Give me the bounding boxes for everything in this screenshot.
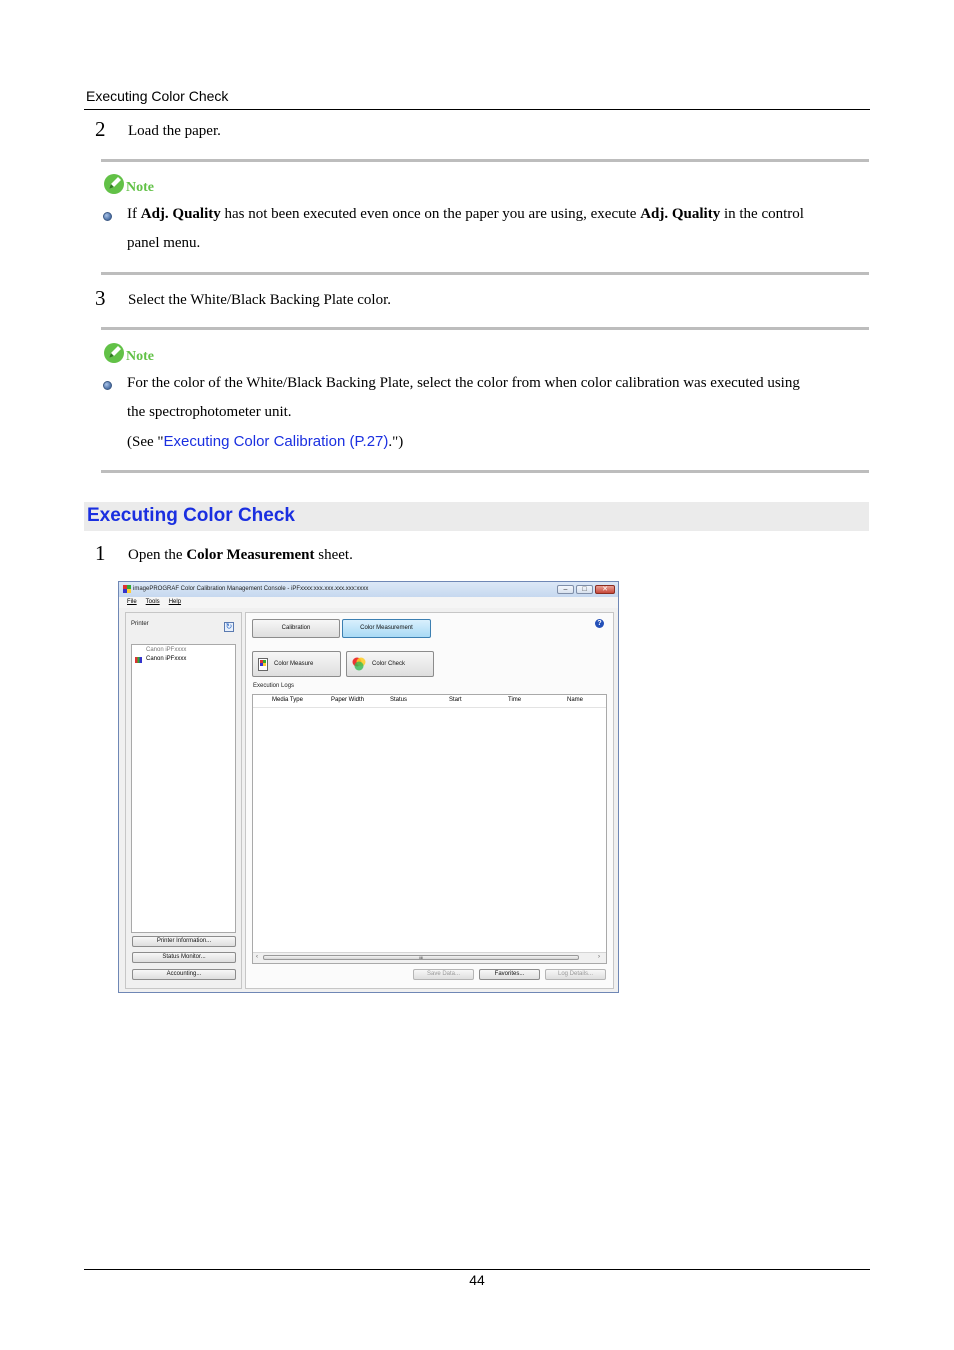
window-titlebar xyxy=(119,582,618,598)
note-1-bottom-rule xyxy=(101,272,869,275)
maximize-icon[interactable]: □ xyxy=(576,585,593,594)
note-2-top-rule xyxy=(101,327,869,330)
column-header[interactable]: Name xyxy=(567,697,584,703)
close-icon[interactable]: ✕ xyxy=(595,585,615,594)
printer-label: Printer xyxy=(131,621,149,627)
execution-logs-label: Execution Logs xyxy=(253,683,295,689)
tab-calibration[interactable]: Calibration xyxy=(252,619,340,638)
column-header[interactable]: Time xyxy=(508,697,522,703)
note-1-bullet-icon xyxy=(103,212,112,221)
refresh-icon[interactable]: ↻ xyxy=(225,622,233,631)
menu-file[interactable]: File xyxy=(127,599,137,605)
running-head: Executing Color Check xyxy=(86,88,229,104)
tab-color-measurement[interactable]: Color Measurement xyxy=(342,619,431,638)
measurement-pane xyxy=(245,612,614,989)
section-title: Executing Color Check xyxy=(87,505,295,526)
scroll-thumb[interactable]: III xyxy=(263,955,579,960)
printer-list[interactable] xyxy=(131,644,236,933)
execution-log-table[interactable] xyxy=(252,694,607,964)
measure-sheet-icon xyxy=(258,658,268,671)
header-rule xyxy=(84,109,870,110)
note-1-label: Note xyxy=(126,180,154,195)
printer-information-button[interactable]: Printer Information... xyxy=(132,936,236,947)
note-2-label: Note xyxy=(126,349,154,364)
step-1-text: Open the Color Measurement sheet. xyxy=(128,547,353,563)
header-divider xyxy=(253,707,606,708)
step-number-1: 1 xyxy=(95,541,106,565)
scroll-right-icon[interactable]: › xyxy=(598,954,600,960)
note-2-heading xyxy=(103,342,154,364)
column-header[interactable]: Paper Width xyxy=(331,697,365,703)
window-title: imagePROGRAF Color Calibration Management Console - iPFxxxx:xxx.xxx.xxx.xxx:xxxx xyxy=(133,586,369,592)
horizontal-scrollbar[interactable] xyxy=(253,952,606,963)
app-icon xyxy=(123,585,131,593)
column-header[interactable]: Start xyxy=(449,697,462,703)
menu-tools[interactable]: Tools xyxy=(145,599,160,605)
menu-help[interactable]: Help xyxy=(168,599,182,605)
step-number-3: 3 xyxy=(95,286,106,310)
printer-pane xyxy=(125,612,242,989)
color-wheel-icon xyxy=(352,657,366,671)
color-check-button[interactable]: Color Check xyxy=(346,651,434,677)
minimize-icon[interactable]: – xyxy=(557,585,574,594)
console-window-screenshot xyxy=(118,581,619,993)
color-measure-button[interactable]: Color Measure xyxy=(252,651,341,677)
status-monitor-button[interactable]: Status Monitor... xyxy=(132,952,236,963)
column-header[interactable]: Media Type xyxy=(272,697,303,703)
menubar xyxy=(119,597,618,608)
pencil-note-icon xyxy=(103,342,126,364)
note-1-heading xyxy=(103,173,154,195)
save-data-button[interactable]: Save Data... xyxy=(413,969,474,980)
note-2-bottom-rule xyxy=(101,470,869,473)
step-3-text: Select the White/Black Backing Plate color. xyxy=(128,292,391,308)
help-icon[interactable]: ? xyxy=(595,619,604,628)
accounting-button[interactable]: Accounting... xyxy=(132,969,236,980)
column-header[interactable]: Status xyxy=(390,697,408,703)
note-1-top-rule xyxy=(101,159,869,162)
favorites-button[interactable]: Favorites... xyxy=(479,969,540,980)
note-2-bullet-icon xyxy=(103,381,112,390)
footer-rule xyxy=(84,1269,870,1270)
note-1-text: If Adj. Quality has not been executed even once on the paper you are using, execute Adj. Quality in the control panel menu. xyxy=(127,206,804,251)
printer-icon xyxy=(135,657,142,663)
note-2-text: For the color of the White/Black Backing Plate, select the color from when color calibration was executed using the spectrophotometer unit. (See "Executing Color Calibration (P.27).") xyxy=(127,375,800,450)
calibration-link[interactable]: Executing Color Calibration (P.27) xyxy=(163,433,389,450)
log-details-button[interactable]: Log Details... xyxy=(545,969,606,980)
step-2-text: Load the paper. xyxy=(128,123,221,139)
printer-list-item[interactable]: Canon iPFxxxx xyxy=(146,656,187,662)
scroll-left-icon[interactable]: ‹ xyxy=(256,954,258,960)
printer-list-item[interactable]: Canon iPFxxxx xyxy=(146,647,187,653)
pencil-note-icon xyxy=(103,173,126,195)
page-number: 44 xyxy=(469,1272,485,1288)
step-number-2: 2 xyxy=(95,117,106,141)
